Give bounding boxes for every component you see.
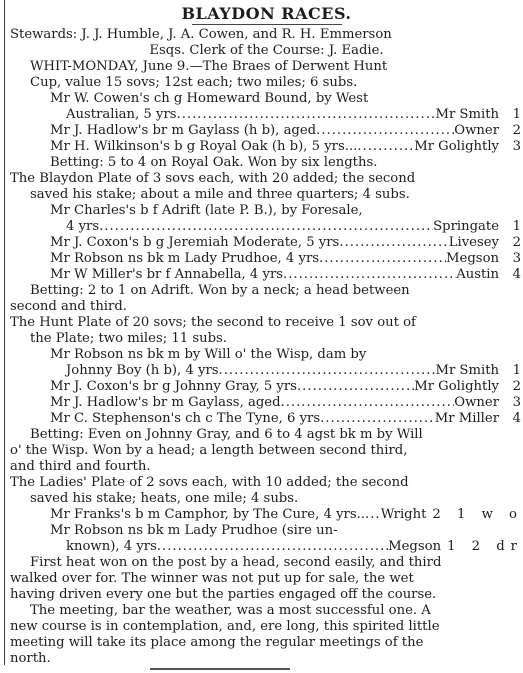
race-entry [10,91,523,107]
horse-description: Mr J. Coxon's b g Jeremiah Moderate, 5 yrs [50,235,340,250]
closing-line: north. [10,651,51,666]
horse-description: Mr Robson ns bk m by Will o' the Wisp, dam by [50,347,367,362]
race-entry [10,139,523,155]
stewards-line: Esqs. Clerk of the Course: J. Eadie. [149,43,384,58]
leader-dots [177,107,436,123]
race-entries [10,203,523,283]
closing-line: walked over for. The winner was not put up for sale, the wet [10,571,414,586]
betting-line: Betting: Even on Johnny Gray, and 6 to 4 agst bk m by Will [30,427,423,442]
horse-description: Mr Robson ns bk m Lady Prudhoe (sire un- [50,523,338,538]
race-heading: saved his stake; heats, one mile; 4 subs. [30,491,299,506]
race-entry [10,347,523,363]
race-entry [10,539,523,555]
betting-line: Betting: 5 to 4 on Royal Oak. Won by six lengths. [50,155,378,170]
leader-dots [297,379,414,395]
race-heading: The Hunt Plate of 20 sovs; the second to receive 1 sov out of [10,315,416,330]
betting-line: and third and fourth. [10,459,151,474]
race-entry [10,235,523,251]
finishing-position: 2 [512,235,521,250]
rider-name: Wright [380,507,427,522]
race-heading: the Plate; two miles; 11 subs. [30,331,227,346]
finishing-position: 4 [512,411,521,426]
rider-name: Mr Miller [434,411,499,426]
article-title: BLAYDON RACES. [181,4,352,23]
horse-description: Mr J. Coxon's br g Johnny Gray, 5 yrs [50,379,297,394]
leader-dots [320,411,435,427]
leader-dots [316,123,454,139]
leader-dots [319,251,446,267]
rider-name: Owner [454,395,499,410]
race-entries [10,91,523,155]
race-entry [10,267,523,283]
betting-line: second and third. [10,299,127,314]
betting-line: Betting: 2 to 1 on Adrift. Won by a neck; a head between [30,283,410,298]
closing-line: The meeting, bar the weather, was a most successful one. A [30,603,431,618]
race-entry [10,395,523,411]
horse-description: 4 yrs [66,219,100,234]
race-entry [10,523,523,539]
finishing-position: 3 [512,251,521,266]
horse-description: Australian, 5 yrs [66,107,177,122]
article [10,4,523,667]
race-entry [10,507,523,523]
finishing-position: 3 [512,139,521,154]
race-entry [10,219,523,235]
finishing-position: 2 [512,123,521,138]
race-heading: The Blaydon Plate of 3 sovs each, with 20 added; the second [10,171,416,186]
horse-description: Mr J. Hadlow's br m Gaylass, aged [50,395,281,410]
title-underline [192,24,342,25]
race-entry [10,251,523,267]
closing-line: meeting will take its place among the regular meetings of the [10,635,424,650]
section-divider [150,668,290,670]
race-heading: Cup, value 15 sovs; 12st each; two miles; 6 subs. [30,75,358,90]
leader-dots [339,235,448,251]
rider-name: Springate [433,219,499,234]
betting-line: o' the Wisp. Won by a head; a length between second third, [10,443,408,458]
rider-name: Livesey [448,235,499,250]
horse-description: Mr Franks's b m Camphor, by The Cure, 4 yrs.. [50,507,365,522]
race-entry [10,411,523,427]
leader-dots [365,507,381,523]
rider-name: Mr Golightly [414,139,499,154]
race-entry [10,107,523,123]
race-entries [10,347,523,427]
rider-name: Owner [454,123,499,138]
race-heading: saved his stake; about a mile and three quarters; 4 subs. [30,187,410,202]
finishing-position: 2 [512,379,521,394]
leader-dots [357,139,414,155]
finishing-position: 4 [512,267,521,282]
rider-name: Megson [446,251,499,266]
rider-name: Mr Smith [435,107,499,122]
column-rule [4,0,5,665]
horse-description: Mr J. Hadlow's br m Gaylass (h b), aged [50,123,317,138]
horse-description: Johnny Boy (h b), 4 yrs [66,363,219,378]
closing-line: new course is in contemplation, and, ere long, this spirited little [10,619,440,634]
rider-name: Mr Smith [435,363,499,378]
rider-name: Austin [456,267,499,282]
race-entry [10,203,523,219]
finishing-position: 1 [512,363,521,378]
horse-description: Mr W. Cowen's ch g Homeward Bound, by West [50,91,369,106]
race-entry [10,379,523,395]
finishing-position: 3 [512,395,521,410]
leader-dots [99,219,433,235]
horse-description: Mr Robson ns bk m Lady Prudhoe, 4 yrs [50,251,320,266]
finishing-position: 1 [512,219,521,234]
finishing-position: 1 [512,107,521,122]
race-heading: The Ladies' Plate of 2 sovs each, with 10 added; the second [10,475,409,490]
race-entry [10,363,523,379]
horse-description: Mr Charles's b f Adrift (late P. B.), by Foresale, [50,203,363,218]
horse-description: known), 4 yrs [66,539,157,554]
stewards-line: Stewards: J. J. Humble, J. A. Cowen, and R. H. Emmerson [10,27,392,42]
rider-name: Mr Golightly [414,379,499,394]
closing-line: having driven every one but the parties engaged off the course. [10,587,437,602]
horse-description: Mr W Miller's br f Annabella, 4 yrs [50,267,284,282]
closing-line: First heat won on the post by a head, second easily, and third [30,555,442,570]
leader-dots [157,539,388,555]
leader-dots [283,267,456,283]
race-entry [10,123,523,139]
heat-results: 1 2 dr [447,539,523,554]
horse-description: Mr H. Wilkinson's b g Royal Oak (h b), 5 yrs... [50,139,358,154]
leader-dots [281,395,455,411]
leader-dots [219,363,436,379]
rider-name: Megson [388,539,442,554]
heat-results: 2 1 w o [432,507,523,522]
horse-description: Mr C. Stephenson's ch c The Tyne, 6 yrs [50,411,321,426]
race-heading: WHIT-MONDAY, June 9.—The Braes of Derwent Hunt [30,59,388,74]
race-entries [10,507,523,555]
